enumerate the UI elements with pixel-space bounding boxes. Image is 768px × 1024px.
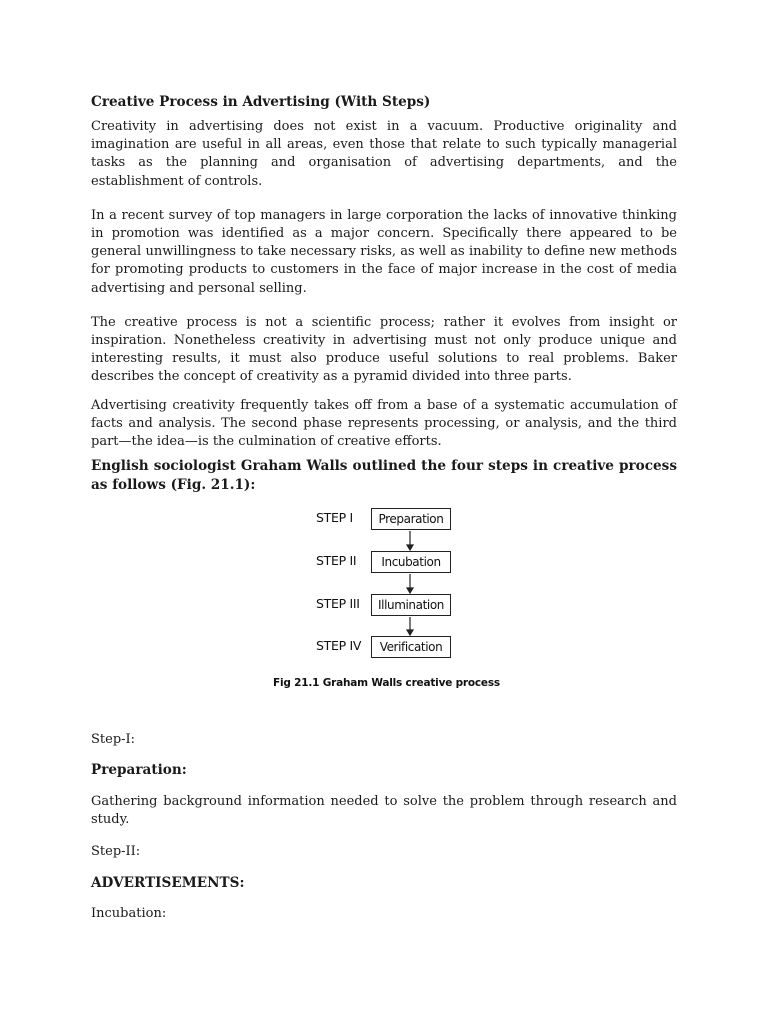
step-label-2: STEP II <box>316 553 357 569</box>
advertisements-heading: ADVERTISEMENTS: <box>91 874 245 891</box>
incubation-heading: Incubation: <box>91 905 167 921</box>
step-box-preparation: Preparation <box>371 508 451 530</box>
paragraph-1: Creativity in advertising does not exist in a vacuum. Productive originality and imagination are useful in all areas, even those that relate to such typically managerial tasks as the planning and organisation of advertising departments, and the establishment of controls. <box>91 119 677 189</box>
preparation-text: Gathering background information needed to solve the problem through research and study. <box>91 794 677 828</box>
step-1-label: Step-I: <box>91 732 136 748</box>
paragraph-2: In a recent survey of top managers in large corporation the lacks of innovative thinking in promotion was identified as a major concern. Specifically there appeared to be general unwillingness to take necessary risks, as well as inability to define new methods for promoting products to customers in the face of major increase in the cost of media advertising and personal selling. <box>91 207 677 296</box>
paragraph-4: Advertising creativity frequently takes off from a base of a systematic accumulation of facts and analysis. The second phase represents processing, or analysis, and the third part—the idea—is the culmination of creative efforts. <box>91 397 677 450</box>
creative-process-diagram <box>91 495 677 707</box>
step-box-illumination: Illumination <box>371 594 451 616</box>
paragraph-3: The creative process is not a scientific process; rather it evolves from insight or inspiration. Nonetheless creativity in advertising must not only produce unique and interesting results, it must also produce useful solutions to real problems. Baker describes the concept of creativity as a pyramid divided into three parts. <box>91 314 677 385</box>
figure-lead-text: English sociologist Graham Walls outlined the four steps in creative process as follows (Fig. 21.1): <box>91 458 677 494</box>
step-2-label: Step-II: <box>91 843 141 859</box>
page-title: Creative Process in Advertising (With Steps) <box>91 94 431 110</box>
step-label-4: STEP IV <box>316 638 362 654</box>
step-label-3: STEP III <box>316 596 360 612</box>
preparation-heading: Preparation: <box>91 762 187 779</box>
step-label-1: STEP I <box>316 510 353 526</box>
figure-caption: Fig 21.1 Graham Walls creative process <box>273 677 500 690</box>
step-box-verification: Verification <box>371 636 451 658</box>
document-page <box>91 92 677 923</box>
step-box-incubation: Incubation <box>371 551 451 573</box>
